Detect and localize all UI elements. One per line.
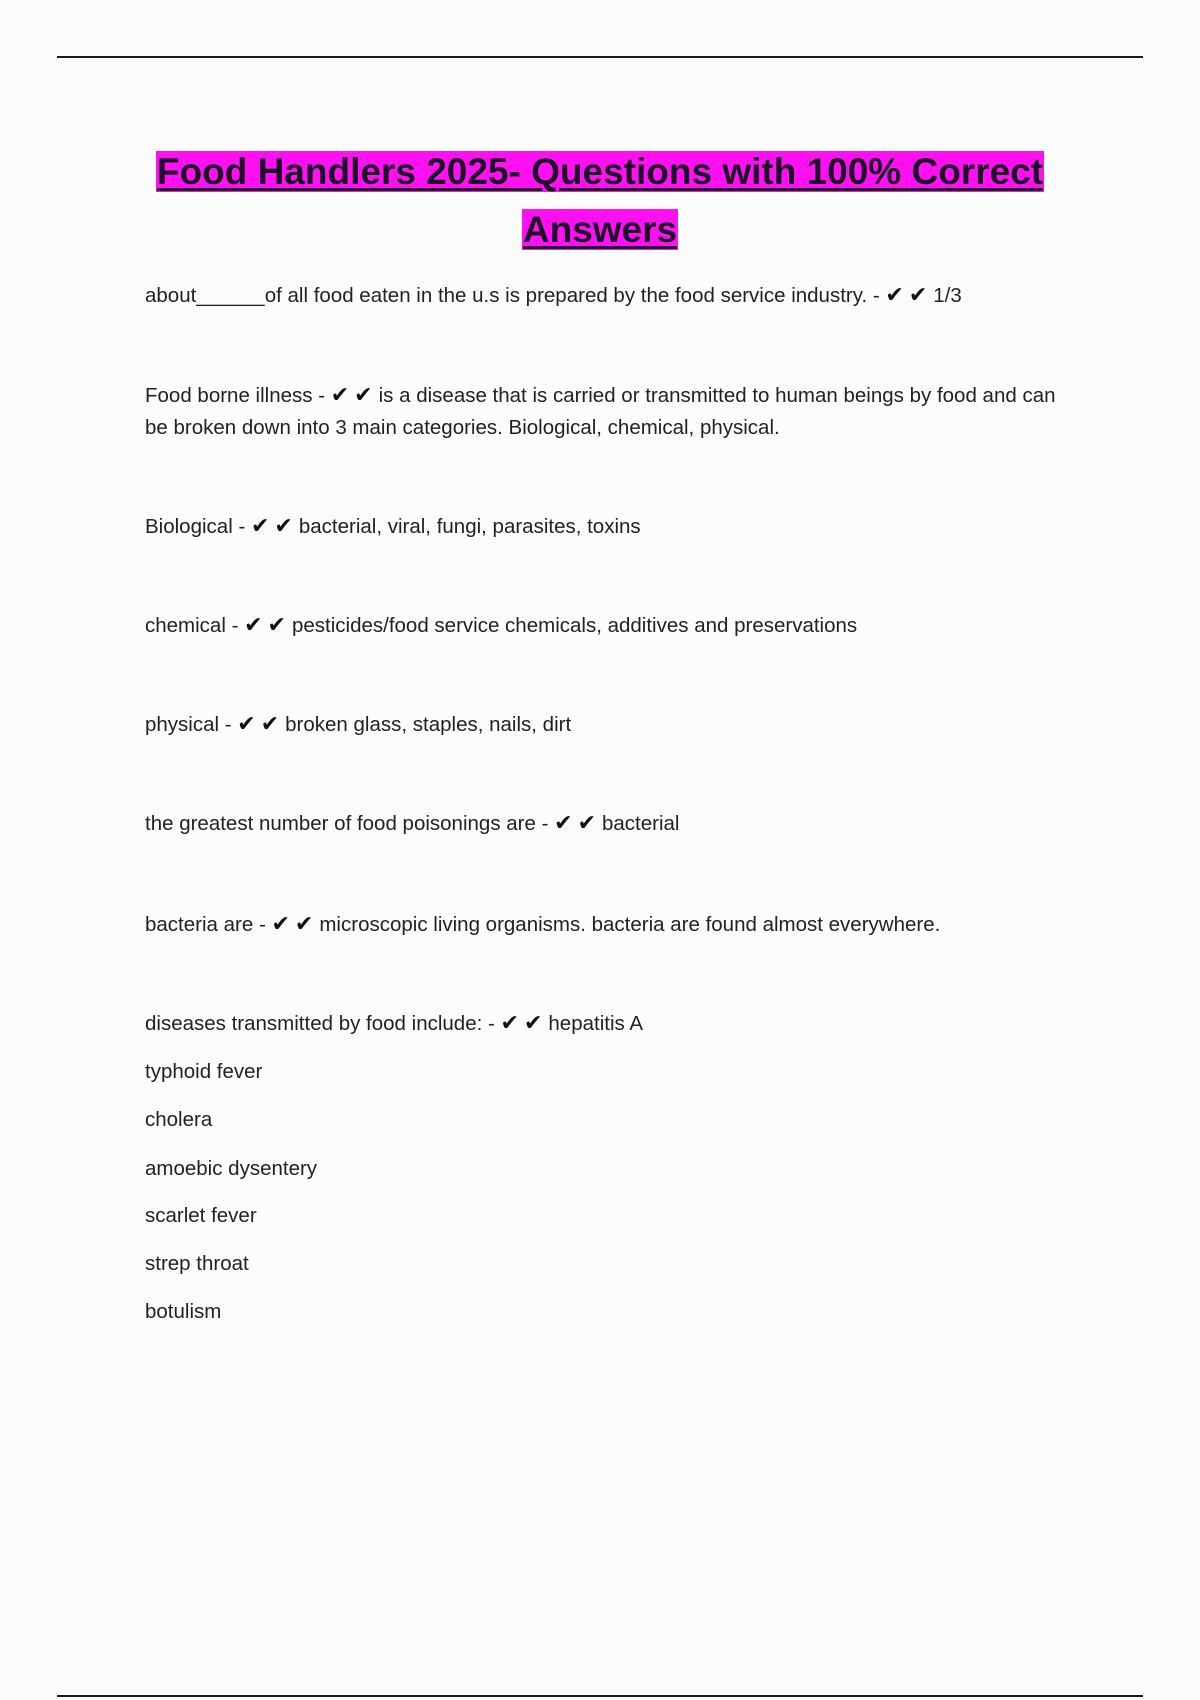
check-mark-icon: ✔: [244, 613, 263, 638]
list-item: strep throat: [145, 1252, 249, 1275]
qa-answer: broken glass, staples, nails, dirt: [285, 713, 572, 736]
qa-question: diseases transmitted by food include:: [145, 1012, 483, 1035]
list-item: cholera: [145, 1108, 213, 1131]
qa-question: Biological: [145, 515, 233, 538]
qa-item: [145, 511, 1075, 543]
qa-answer: hepatitis A: [548, 1012, 643, 1035]
qa-item: [145, 709, 1075, 741]
check-mark-icon: ✔: [500, 1011, 519, 1036]
qa-question: the greatest number of food poisonings are: [145, 812, 536, 835]
check-mark-icon: ✔: [267, 613, 286, 638]
qa-separator: -: [232, 515, 251, 538]
check-mark-icon: ✔: [554, 811, 573, 836]
list-item: typhoid fever: [145, 1060, 263, 1083]
qa-separator: -: [219, 713, 238, 736]
check-mark-icon: ✔: [577, 811, 596, 836]
qa-item: [145, 1008, 1075, 1040]
qa-answer: 1/3: [933, 284, 962, 307]
check-mark-icon: ✔: [260, 712, 280, 737]
top-rule: [57, 56, 1143, 58]
check-mark-icon: ✔: [294, 912, 314, 937]
check-mark-icon: ✔: [250, 514, 270, 539]
qa-separator: -: [535, 812, 555, 835]
qa-question: chemical: [145, 614, 226, 637]
check-mark-icon: ✔: [523, 1011, 543, 1036]
qa-answer: bacterial, viral, fungi, parasites, toxins: [298, 515, 641, 538]
qa-separator: -: [225, 614, 245, 637]
qa-separator: -: [312, 384, 331, 407]
page-title: [100, 143, 1100, 259]
qa-separator: -: [867, 284, 886, 307]
check-mark-icon: ✔: [330, 383, 350, 408]
qa-item: [145, 808, 1075, 840]
list-item: scarlet fever: [145, 1204, 257, 1227]
qa-question: bacteria are: [145, 913, 254, 936]
check-mark-icon: ✔: [271, 912, 290, 937]
qa-question: Food borne illness: [145, 384, 313, 407]
list-item: botulism: [145, 1300, 222, 1323]
list-item: amoebic dysentery: [145, 1157, 318, 1180]
qa-answer: bacterial: [602, 812, 680, 835]
qa-question: about______of all food eaten in the u.s is prepared by the food service industry.: [145, 284, 868, 307]
qa-item: [145, 280, 1075, 312]
qa-separator: -: [482, 1012, 501, 1035]
check-mark-icon: ✔: [885, 283, 904, 308]
bottom-rule: [57, 1695, 1143, 1697]
qa-item: [145, 610, 1075, 642]
qa-answer: is a disease that is carried or transmitted to human beings by food and can be broken down into 3 main categories. Biological, chemical, physical.: [145, 384, 1056, 439]
qa-answer: pesticides/food service chemicals, additives and preservations: [291, 614, 858, 637]
check-mark-icon: ✔: [274, 514, 293, 539]
check-mark-icon: ✔: [354, 383, 373, 408]
check-mark-icon: ✔: [908, 283, 928, 308]
qa-question: physical: [145, 713, 220, 736]
check-mark-icon: ✔: [237, 712, 256, 737]
qa-separator: -: [253, 913, 272, 936]
qa-item: [145, 380, 1075, 444]
qa-item: [145, 909, 1075, 941]
qa-answer: microscopic living organisms. bacteria are found almost everywhere.: [319, 913, 941, 936]
page-title-text: Food Handlers 2025- Questions with 100% Correct Answers: [156, 151, 1044, 250]
